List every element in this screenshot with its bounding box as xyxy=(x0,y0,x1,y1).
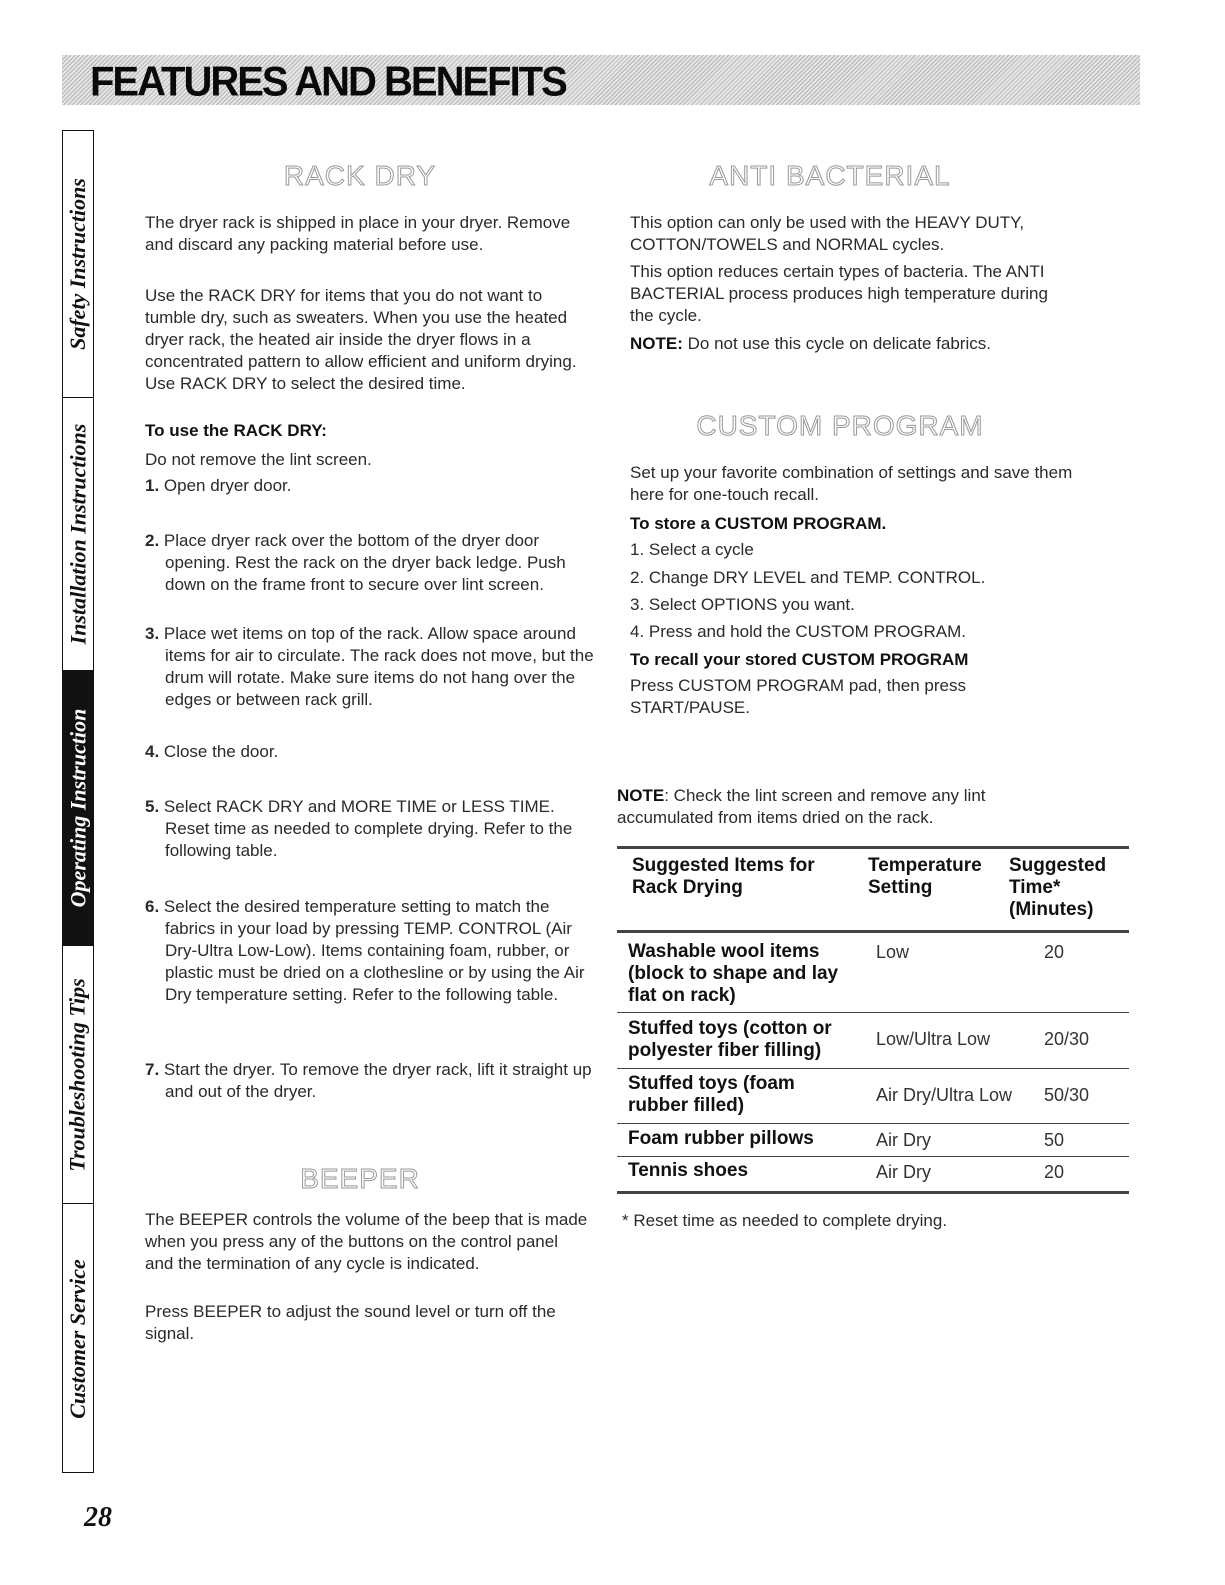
anti-bacterial-para-1: This option can only be used with the HEAVY DUTY, COTTON/TOWELS and NORMAL cycles. xyxy=(630,213,1025,254)
rack-dry-heading: RACK DRY xyxy=(283,160,437,191)
step-number: 7. xyxy=(145,1060,160,1079)
tab-operating-instruction[interactable] xyxy=(63,671,93,946)
custom-program-heading: CUSTOM PROGRAM xyxy=(696,410,984,441)
anti-bacterial-section xyxy=(630,160,1090,365)
lint-note-text: : Check the lint screen and remove any lint accumulated from items dried on the rack. xyxy=(617,786,986,827)
step-text: Select the desired temperature setting to match the fabrics in your load by pressing TEMP. CONTROL (Air Dry-Ultra Low-Low). Items containing foam, rubber, or plastic must be dried on a clothesline or by using the Air Dry temperature setting. Refer to the following table. xyxy=(163,897,585,1004)
row-rule xyxy=(617,1156,1129,1157)
tab-label: Operating Instruction xyxy=(65,708,91,908)
row-item: Tennis shoes xyxy=(628,1160,749,1181)
anti-bacterial-note xyxy=(630,333,1080,355)
tab-label: Safety Instructions xyxy=(65,178,91,350)
store-program-title: To store a CUSTOM PROGRAM. xyxy=(630,514,887,533)
rack-dry-section xyxy=(145,160,595,1355)
row-item: Stuffed toys (foam rubber filled) xyxy=(628,1073,795,1116)
step-text: Close the door. xyxy=(163,742,279,761)
rack-dry-howto-note: Do not remove the lint screen. xyxy=(145,450,372,469)
note-text: Do not use this cycle on delicate fabrics. xyxy=(687,334,991,353)
tab-label: Troubleshooting Tips xyxy=(65,977,91,1172)
row-temperature: Air Dry xyxy=(876,1130,931,1150)
section-tabs xyxy=(62,130,94,1473)
tab-label: Customer Service xyxy=(65,1259,90,1419)
table-footnote: * Reset time as needed to complete drying. xyxy=(622,1211,948,1230)
rack-dry-step xyxy=(145,475,605,497)
recall-program-title: To recall your stored CUSTOM PROGRAM xyxy=(630,650,969,669)
step-number: 5. xyxy=(145,797,160,816)
row-time: 20 xyxy=(1044,942,1065,962)
step-number: 6. xyxy=(145,897,160,916)
anti-bacterial-heading: ANTI BACTERIAL xyxy=(709,160,951,191)
rack-dry-step xyxy=(145,741,605,763)
page-number: 28 xyxy=(84,1502,112,1533)
header-banner xyxy=(62,55,1140,105)
tab-safety-instructions[interactable] xyxy=(63,131,93,398)
step-number: 4. xyxy=(145,742,160,761)
row-temperature: Air Dry/Ultra Low xyxy=(876,1085,1013,1105)
tab-installation-instructions[interactable] xyxy=(63,398,93,671)
row-rule xyxy=(617,1123,1129,1124)
page-title: FEATURES AND BENEFITS xyxy=(90,58,566,106)
row-temperature: Low xyxy=(876,942,910,962)
lint-note xyxy=(617,785,1057,829)
row-time: 50 xyxy=(1044,1130,1065,1150)
step-text: Open dryer door. xyxy=(163,476,292,495)
row-rule xyxy=(617,1068,1129,1069)
rack-dry-step xyxy=(145,896,595,1006)
tab-troubleshooting-tips[interactable] xyxy=(63,946,93,1204)
beeper-para-1: The BEEPER controls the volume of the beep that is made when you press any of the buttons on the control panel and the termination of any cycle is indicated. xyxy=(145,1210,588,1273)
row-item: Foam rubber pillows xyxy=(628,1128,814,1149)
step-text: Place wet items on top of the rack. Allow space around items for air to circulate. The rack does not move, but the drum will rotate. Make sure items do not hang over the edges or between rack grill. xyxy=(163,624,594,709)
step-number: 3. xyxy=(145,624,160,643)
rack-dry-step xyxy=(145,530,605,596)
step-number: 1. xyxy=(145,476,160,495)
table-top-rule xyxy=(617,846,1129,849)
row-temperature: Air Dry xyxy=(876,1162,931,1182)
tab-label: Installation Instructions xyxy=(65,423,90,645)
custom-program-intro: Set up your favorite combination of settings and save them here for one-touch recall. xyxy=(630,463,1073,504)
rack-dry-step xyxy=(145,796,595,862)
store-step: 4. Press and hold the CUSTOM PROGRAM. xyxy=(630,622,967,641)
store-step: 2. Change DRY LEVEL and TEMP. CONTROL. xyxy=(630,568,986,587)
rack-dry-para-1: The dryer rack is shipped in place in your dryer. Remove and discard any packing material before use. xyxy=(145,213,571,254)
anti-bacterial-para-2: This option reduces certain types of bacteria. The ANTI BACTERIAL process produces high temperature during the cycle. xyxy=(630,262,1048,325)
row-temperature: Low/Ultra Low xyxy=(876,1029,991,1049)
rack-dry-howto-title: To use the RACK DRY: xyxy=(145,421,327,440)
custom-program-section xyxy=(630,410,1090,725)
row-rule xyxy=(617,1012,1129,1013)
tab-customer-service[interactable] xyxy=(63,1204,93,1474)
note-label: NOTE: xyxy=(630,334,683,353)
table-header-temperature: Temperature Setting xyxy=(868,855,982,898)
rack-dry-step xyxy=(145,623,610,711)
beeper-para-2: Press BEEPER to adjust the sound level or turn off the signal. xyxy=(145,1302,556,1343)
table-header-rule xyxy=(617,930,1129,933)
rack-dry-para-2: Use the RACK DRY for items that you do not want to tumble dry, such as sweaters. When you use the heated dryer rack, the heated air inside the dryer flows in a concentrated pattern to allow efficient and uniform drying. Use RACK DRY to select the desired time. xyxy=(145,286,577,393)
recall-program-text: Press CUSTOM PROGRAM pad, then press START/PAUSE. xyxy=(630,676,967,717)
row-item: Stuffed toys (cotton or polyester fiber filling) xyxy=(628,1018,832,1061)
table-bottom-rule xyxy=(617,1191,1129,1194)
store-step: 1. Select a cycle xyxy=(630,540,754,559)
row-time: 20/30 xyxy=(1044,1029,1090,1049)
store-step: 3. Select OPTIONS you want. xyxy=(630,595,855,614)
row-time: 50/30 xyxy=(1044,1085,1090,1105)
row-item: Washable wool items (block to shape and lay flat on rack) xyxy=(628,941,839,1006)
lint-note-label: NOTE xyxy=(617,786,665,805)
step-number: 2. xyxy=(145,531,160,550)
step-text: Start the dryer. To remove the dryer rack, lift it straight up and out of the dryer. xyxy=(163,1060,592,1101)
rack-dry-step xyxy=(145,1059,605,1103)
table-header-items: Suggested Items for Rack Drying xyxy=(632,855,815,898)
beeper-heading: BEEPER xyxy=(300,1163,420,1194)
row-time: 20 xyxy=(1044,1162,1065,1182)
step-text: Place dryer rack over the bottom of the dryer door opening. Rest the rack on the dryer back ledge. Push down on the frame front to secure over lint screen. xyxy=(163,531,566,594)
table-header-time: Suggested Time* (Minutes) xyxy=(1009,855,1107,920)
step-text: Select RACK DRY and MORE TIME or LESS TIME. Reset time as needed to complete drying. Refer to the following table. xyxy=(163,797,573,860)
